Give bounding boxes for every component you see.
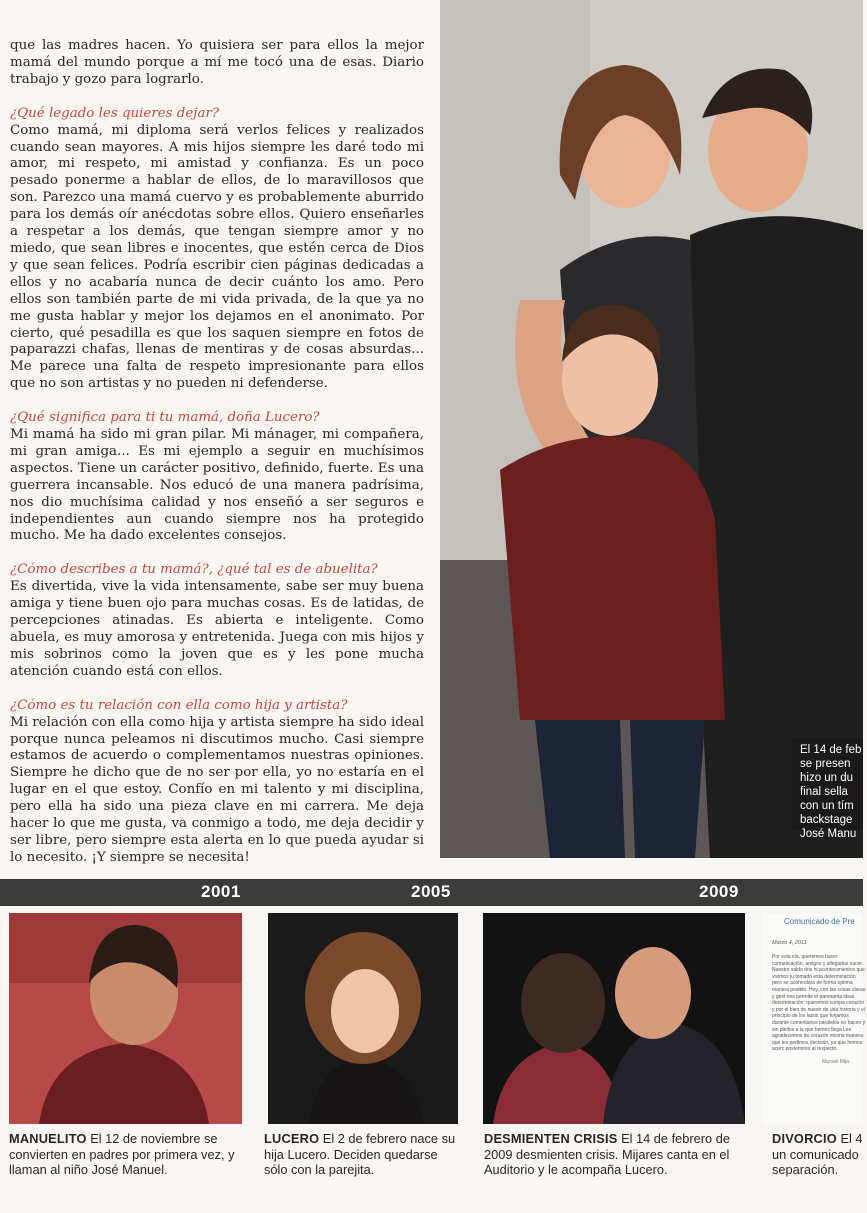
family-photo	[440, 0, 863, 858]
document-title: Comunicado de Pre	[784, 917, 855, 926]
caption-line: con un tím	[800, 800, 854, 812]
caption-line: José Manu	[800, 828, 857, 840]
caption-manuelito	[9, 1131, 245, 1178]
caption-line: se presen	[800, 758, 851, 770]
caption-text: El 14 de febrero de 2009 desmienten crisis. Mijares canta en el Auditorio y le acompaña Lucero.	[484, 1131, 730, 1178]
document-date: Marzo 4, 2011	[772, 940, 807, 946]
thumb-kiss	[483, 913, 745, 1124]
answer-paragraph: Mi relación con ella como hija y artista siempre ha sido ideal porque nunca peleamos ni discutimos mucho. Casi siempre estamos de acuerdo o complementamos nuestras opiniones. Siempre he dicho que de no ser por ella, yo no estaría en el lugar en el que estoy. Confío en mi talento y mi disciplina, pero ella ha sido una pieza clave en mi carrera. Me deja hacer lo que me gusta, va conmigo a todo, me deja decidir y ser libre, pero siempre esta alerta en lo que pueda ayudar si lo necesito. ¡Y siempre se necesita!	[10, 714, 424, 865]
document-signature: Manuel Mija	[822, 1058, 849, 1065]
timeline-year: 2009	[699, 882, 739, 901]
answer-paragraph: Mi mamá ha sido mi gran pilar. Mi mánager, mi compañera, mi gran amiga... Es mi ejemplo a seguir en muchísimos aspectos. Tiene un carácter positivo, definido, fuerte. Es una guerrera incansable. Nos educó de una manera padrísima, nos dio muchísima calidad y nos enseñó a ser seguros e independientes aun cuando siempre nos ha protegido mucho. Me ha dado excelentes consejos.	[10, 427, 424, 544]
article-text	[10, 38, 424, 867]
caption-title: DIVORCIO	[772, 1131, 837, 1146]
caption-title: LUCERO	[264, 1131, 320, 1146]
caption-line: hizo un du	[800, 772, 854, 784]
caption-crisis	[484, 1131, 744, 1178]
family-photo-illustration	[440, 0, 863, 858]
thumb-lucero	[268, 913, 458, 1124]
caption-text: El 4 un comunicado separación.	[772, 1131, 863, 1178]
caption-line: backstage	[800, 814, 853, 826]
caption-text: El 12 de noviembre se convierten en padres por primera vez, y llaman al niño José Manuel.	[9, 1131, 235, 1178]
question-heading: ¿Qué legado les quieres dejar?	[10, 105, 220, 121]
caption-title: DESMIENTEN CRISIS	[484, 1131, 618, 1146]
answer-paragraph: Es divertida, vive la vida intensamente, sabe ser muy buena amiga y tiene buen ojo para muchas cosas. Es de latidas, de percepciones atinadas. Es abierta e inteligente. Como abuela, es muy amorosa y entretenida. Juega con mis hijos y mis sobrinos como la joven que es y les pone mucha atención cuando está con ellos.	[10, 579, 424, 679]
timeline-year: 2005	[411, 882, 451, 901]
question-heading: ¿Qué significa para ti tu mamá, doña Lucero?	[10, 410, 320, 426]
caption-lucero	[264, 1131, 464, 1178]
question-heading: ¿Cómo describes a tu mamá?, ¿qué tal es de abuelita?	[10, 562, 378, 578]
thumb-press-release	[762, 913, 866, 1124]
caption-line: El 14 de feb	[800, 744, 862, 756]
timeline-year: 2001	[201, 882, 241, 901]
article-intro: que las madres hacen. Yo quisiera ser para ellos la mejor mamá del mundo porque a mí me tocó una de esas. Diario trabajo y gozo para lograrlo.	[10, 38, 424, 87]
caption-title: MANUELITO	[9, 1131, 87, 1146]
answer-paragraph: Como mamá, mi diploma será verlos felices y realizados cuando sean mayores. A mis hijos siempre les daré todo mi amor, mi respeto, mi amistad y confianza. Es un poco pesado ponerme a hablar de ellos, de lo maravillosos que son. Parezco una mamá cuervo y es probablemente aburrido para los demás oír anécdotas sobre ellos. Quiero enseñarles a respetar a los demás, que tengan siempre amor y no miedo, que sean libres e inocentes, que estén cerca de Dios y que sean felices. Podría escribir cien páginas dedicadas a ellos y no acabaría nunca de decir cuánto los amo. Pero ellos son también parte de mi vida privada, de la que ya no me gusta hablar y mejor los dejamos en el anonimato. Por cierto, qué pesadilla es que los saquen siempre en fotos de paparazzi chafas, llenas de mentiras y de cosas absurdas... Me parece una falta de respeto impresionante para ellos que no son artistas y no pueden ni defenderse.	[10, 122, 424, 392]
timeline-bar	[0, 879, 863, 906]
caption-line: final sella	[800, 786, 848, 798]
question-heading: ¿Cómo es tu relación con ella como hija y artista?	[10, 697, 348, 713]
caption-text: El 2 de febrero nace su hija Lucero. Deciden quedarse sólo con la parejita.	[264, 1131, 456, 1178]
caption-divorcio	[772, 1131, 863, 1178]
photo-caption	[792, 738, 863, 840]
document-body: Por esta vía, queremos hacer comunicación, amigos y allegados nacer. Nuestro saldo dos hi acontecimientos que vivimos ju tomado esta determinación pero se acomodara de forma optima manera posible. Hoy, con las cosas claras y gest nos permite el panorama ideal determinación; queremos compa corazón y por el bien de nuestr de una historia y el principio de los lazos que forjamos durante comentarios paralelos no hacen y sin pleitos a la que hemos llega Les agradecemos de corazón misma manera que les pedimos decisión, ya que hemos acerc posteriores al respecto.	[772, 954, 866, 1053]
thumb-manuelito	[9, 913, 242, 1124]
